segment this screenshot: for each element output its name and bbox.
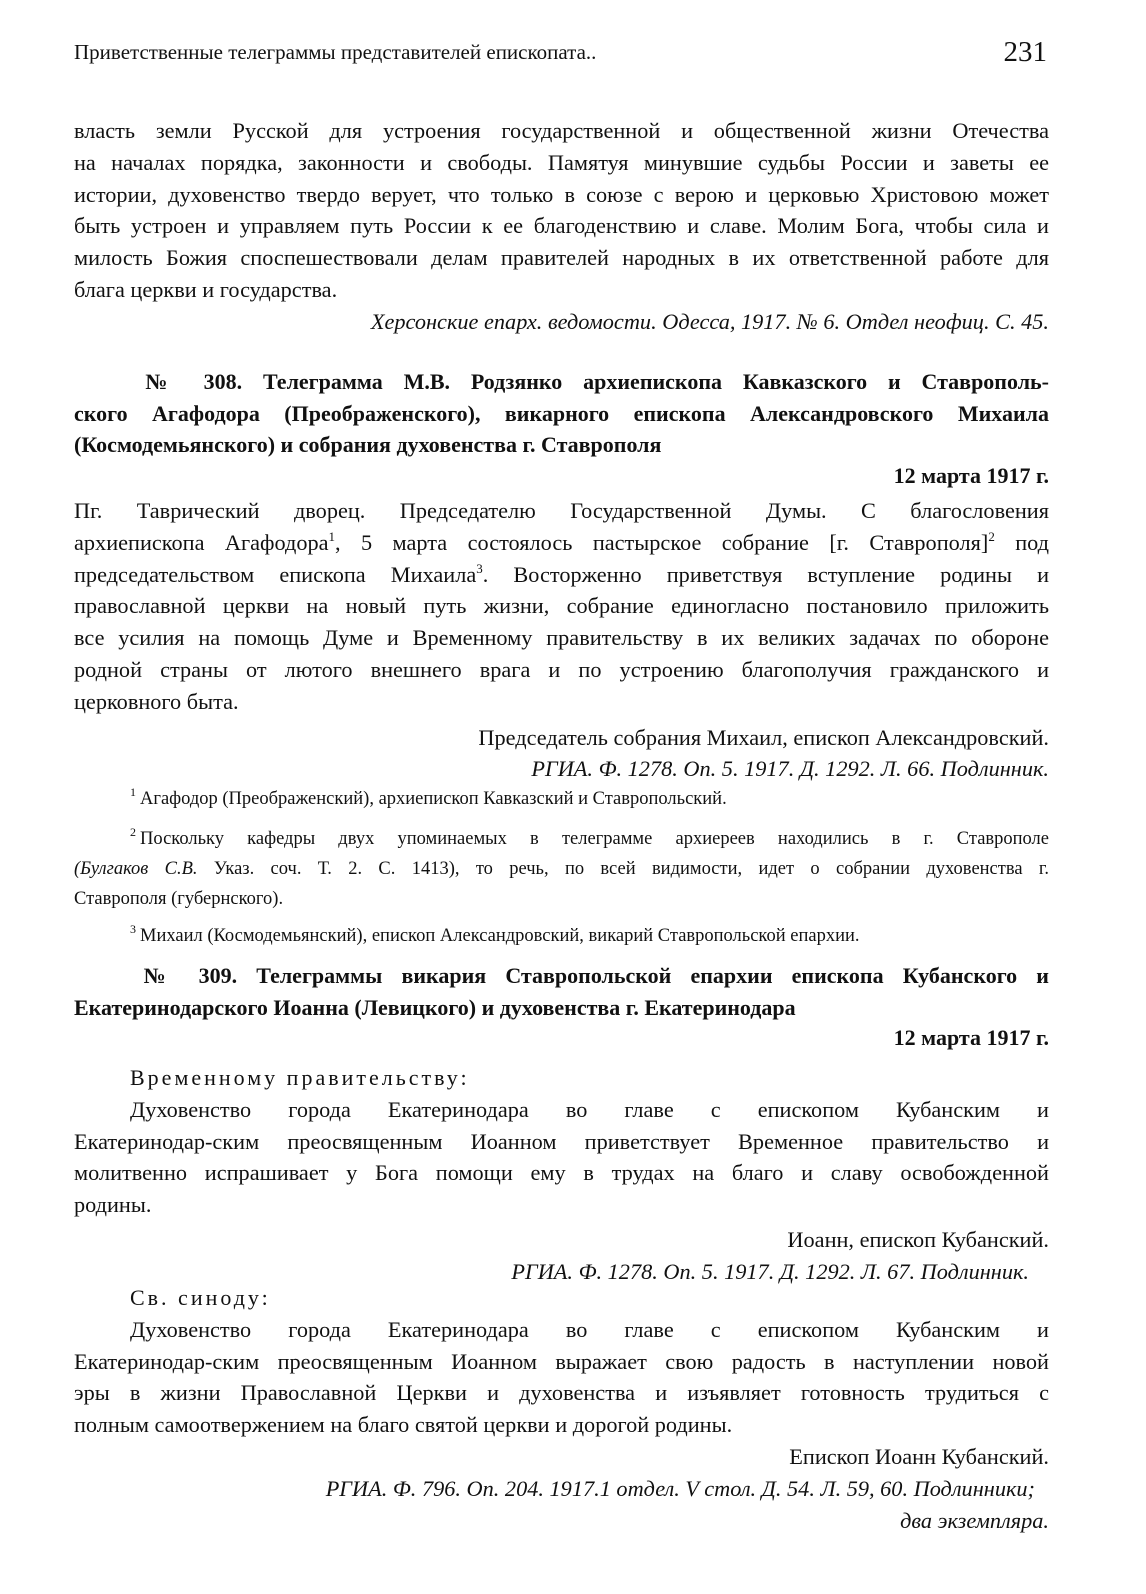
footnote-ref[interactable]: 1 — [328, 528, 336, 544]
footnote: $^3$ Михаил (Космодемьянский), епископ Александровский, викарий Ставропольской епархии. — [130, 922, 860, 946]
heading-line: (Космодемьянского) и собрания духовенства г. Ставрополя — [74, 432, 662, 457]
document-309 — [74, 960, 1049, 1051]
text-line: на началах порядка, законности и свободы. Памятуя минувшие судьбы России и заветы ее — [74, 149, 1049, 175]
document-308-text — [74, 495, 1049, 785]
telegram-1 — [74, 1062, 1049, 1288]
heading-line: Екатеринодарского Иоанна (Левицкого) и духовенства г. Екатеринодара — [74, 994, 796, 1020]
text-line: милость Божия споспешествовали делам правителей народных в их ответственной работе для — [74, 245, 1049, 271]
text-line: родины. — [74, 1192, 152, 1218]
text-line: истории, духовенство твердо верует, что только в союзе с верою и церковью Христовою может — [74, 181, 1049, 207]
text-line: быть устроен и управляем путь России к ее благоденствию и славе. Молим Бога, чтобы сила и — [74, 213, 1049, 239]
source-citation: РГИА. Ф. 1278. Оп. 5. 1917. Д. 1292. Л. 66. Подлинник. — [531, 756, 1049, 782]
text-line: церковного быта. — [74, 688, 239, 714]
text-line: председательством епископа Михаила$^3$. Восторженно приветствуя вступление родины и — [74, 560, 1049, 587]
signature: Председатель собрания Михаил, епископ Александровский. — [478, 724, 1049, 750]
text-line: блага церкви и государства. — [74, 276, 338, 302]
document-heading — [74, 366, 1049, 461]
text-line: молитвенно испрашивает у Бога помощи ему в трудах на благо и славу освобожденной — [74, 1160, 1049, 1186]
document-heading — [74, 960, 1049, 1023]
telegram-address: Св. синоду: — [130, 1285, 271, 1310]
continuation-text — [74, 115, 1049, 338]
document-page — [74, 0, 1049, 1594]
footnote-ref[interactable]: 2 — [988, 528, 995, 544]
telegram-address: Временному правительству: — [130, 1065, 470, 1090]
text-line: Духовенство города Екатеринодара во главе с епископом Кубанским и — [130, 1316, 1049, 1342]
signature: Епископ Иоанн Кубанский. — [789, 1443, 1049, 1469]
signature: Иоанн, епископ Кубанский. — [787, 1226, 1049, 1252]
document-date: 12 марта 1917 г. — [893, 1025, 1049, 1050]
text-line: Екатеринодар-ским преосвященным Иоанном приветствует Временное правительство и — [74, 1128, 1049, 1154]
page-number: 231 — [1003, 36, 1047, 68]
document-308 — [74, 366, 1049, 489]
footnote-ref[interactable]: 3 — [476, 560, 483, 576]
heading-line: № 309. Телеграммы викария Ставропольской епархии епископа Кубанского и — [130, 963, 1049, 988]
text-line: православной церкви на новый путь жизни, собрание единогласно постановило приложить — [74, 593, 1049, 619]
text-line: архиепископа Агафодора$^1$, 5 марта состоялось пастырское собрание [г. Ставрополя]$^2$ под — [74, 528, 1050, 555]
source-citation: два экземпляра. — [900, 1507, 1049, 1533]
telegram-2 — [74, 1282, 1049, 1536]
source-citation: Херсонские епарх. ведомости. Одесса, 1917. № 6. Отдел неофиц. С. 45. — [370, 308, 1049, 334]
footnote-line: Ставрополя (губернского). — [74, 889, 284, 909]
footnote: $^1$ Агафодор (Преображенский), архиепископ Кавказский и Ставропольский. — [130, 785, 727, 809]
heading-line: ского Агафодора (Преображенского), викарного епископа Александровского Михаила — [74, 400, 1049, 426]
footnote: $^2$ Поскольку кафедры двух упоминаемых в телеграмме архиереев находились в г. Ставрополе — [130, 825, 1049, 849]
text-line: Духовенство города Екатеринодара во главе с епископом Кубанским и — [130, 1096, 1049, 1122]
heading-line: № 308. Телеграмма М.В. Родзянко архиепископа Кавказского и Ставрополь- — [130, 369, 1049, 394]
text-line: Екатеринодар-ским преосвященным Иоанном выражает свою радость в наступлении новой — [74, 1348, 1049, 1374]
text-line: эры в жизни Православной Церкви и духовенства и изъявляет готовность трудиться с — [74, 1380, 1049, 1406]
footnote-line: (Булгаков С.В. Указ. соч. Т. 2. С. 1413), то речь, по всей видимости, идет о собрании духовенства г. — [74, 859, 1050, 879]
running-header — [74, 36, 1049, 76]
document-date: 12 марта 1917 г. — [893, 462, 1049, 488]
running-title: Приветственные телеграммы представителей епископата.. — [74, 40, 597, 64]
source-citation: РГИА. Ф. 796. Оп. 204. 1917.1 отдел. V стол. Д. 54. Л. 59, 60. Подлинники; — [325, 1475, 1035, 1501]
text-line: власть земли Русской для устроения государственной и общественной жизни Отечества — [74, 118, 1049, 143]
source-citation: РГИА. Ф. 1278. Оп. 5. 1917. Д. 1292. Л. 67. Подлинник. — [511, 1258, 1029, 1284]
footnotes — [74, 777, 1049, 951]
text-line: полным самоотвержением на благо святой церкви и дорогой родины. — [74, 1412, 733, 1438]
text-line: родной страны от лютого внешнего врага и по устроению благополучия гражданского и — [74, 656, 1049, 682]
text-line: все усилия на помощь Думе и Временному правительству в их великих задачах по обороне — [74, 625, 1049, 651]
text-line: Пг. Таврический дворец. Председателю Государственной Думы. С благословения — [74, 498, 1049, 523]
